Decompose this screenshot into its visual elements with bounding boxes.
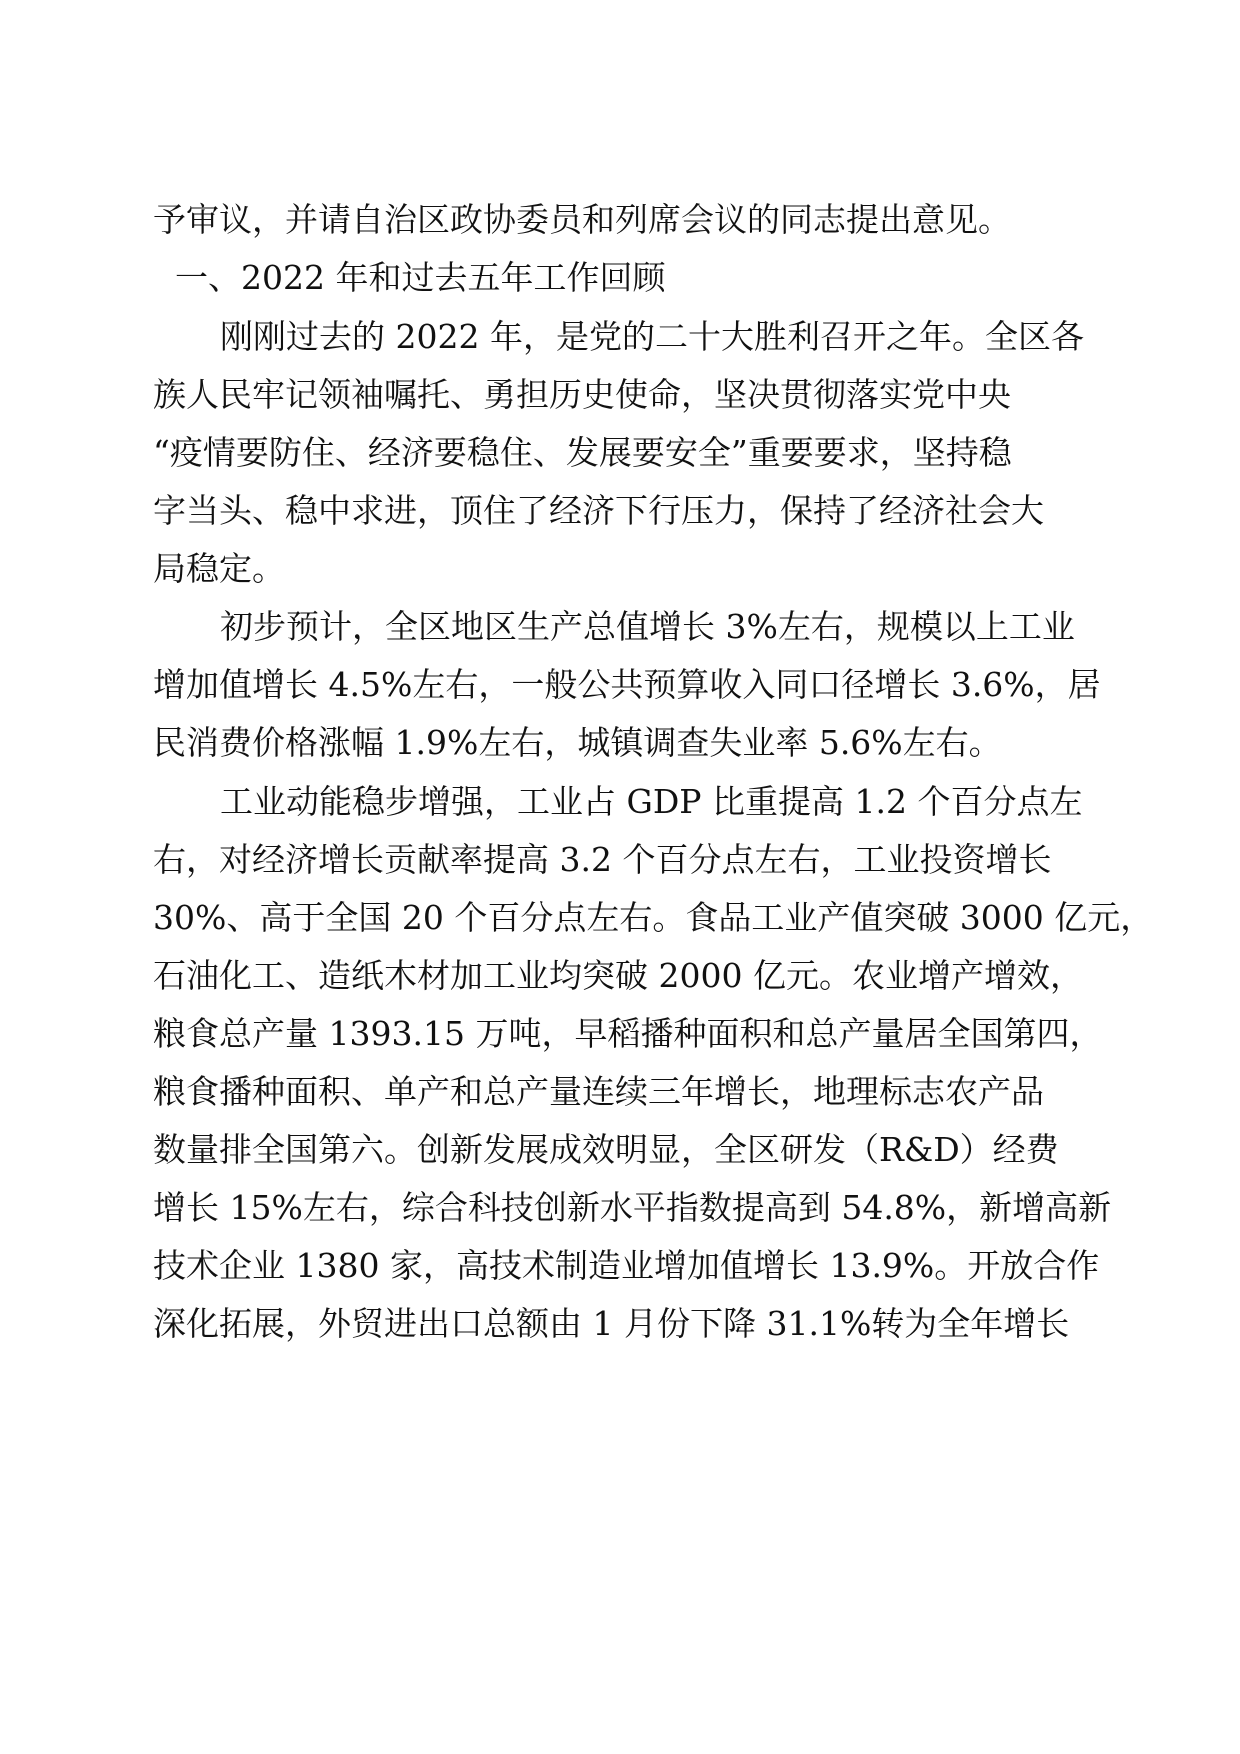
paragraph-first-line: 刚刚过去的 2022 年，是党的二十大胜利召开之年。全区各: [220, 317, 1084, 356]
text-line: 粮食总产量 1393.15 万吨，早稻播种面积和总产量居全国第四，: [153, 1014, 1103, 1053]
text-line: 增加值增长 4.5%左右，一般公共预算收入同口径增长 3.6%，居: [153, 665, 1101, 704]
paragraph-first-line: 工业动能稳步增强，工业占 GDP 比重提高 1.2 个百分点左: [220, 782, 1083, 821]
text-line: “疫情要防住、经济要稳住、发展要安全”重要要求，坚持稳: [153, 433, 1012, 472]
text-line: 予审议，并请自治区政协委员和列席会议的同志提出意见。: [153, 200, 1011, 239]
text-line: 30%、高于全国 20 个百分点左右。食品工业产值突破 3000 亿元，: [153, 898, 1154, 937]
text-line: 数量排全国第六。创新发展成效明显，全区研发（R&D）经费: [153, 1130, 1059, 1169]
text-line: 石油化工、造纸木材加工业均突破 2000 亿元。农业增产增效，: [153, 956, 1083, 995]
text-line: 右，对经济增长贡献率提高 3.2 个百分点左右，工业投资增长: [153, 840, 1052, 879]
text-line: 族人民牢记领袖嘱托、勇担历史使命，坚决贯彻落实党中央: [153, 375, 1011, 414]
text-line: 技术企业 1380 家，高技术制造业增加值增长 13.9%。开放合作: [153, 1246, 1100, 1285]
section-heading: 一、2022 年和过去五年工作回顾: [175, 258, 666, 297]
text-line: 民消费价格涨幅 1.9%左右，城镇调查失业率 5.6%左右。: [153, 723, 1002, 762]
text-line: 字当头、稳中求进，顶住了经济下行压力，保持了经济社会大: [153, 491, 1044, 530]
text-line: 局稳定。: [153, 549, 285, 588]
text-line: 粮食播种面积、单产和总产量连续三年增长，地理标志农产品: [153, 1072, 1044, 1111]
paragraph-first-line: 初步预计，全区地区生产总值增长 3%左右，规模以上工业: [220, 607, 1075, 646]
text-line: 深化拓展，外贸进出口总额由 1 月份下降 31.1%转为全年增长: [153, 1304, 1070, 1343]
text-line: 增长 15%左右，综合科技创新水平指数提高到 54.8%，新增高新: [153, 1188, 1112, 1227]
